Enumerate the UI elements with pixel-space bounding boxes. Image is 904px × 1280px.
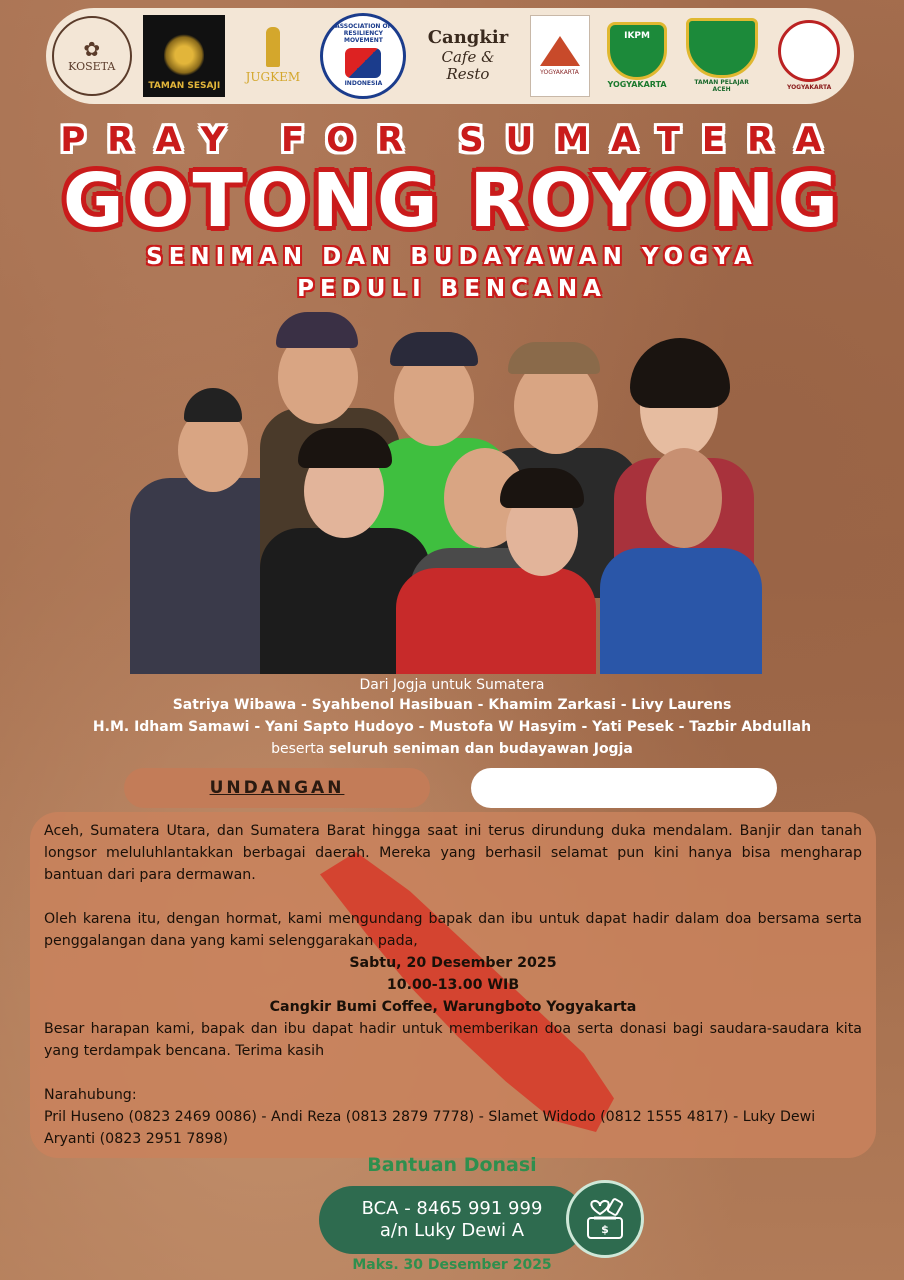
donation-title: Bantuan Donasi — [367, 1154, 537, 1176]
blank-pill — [471, 768, 777, 808]
contact-list: Pril Huseno (0823 2469 0086) - Andi Reza (0813 2879 7778) - Slamet Widodo (0812 1555 4817) - Luky Dewi Aryanti (0823 2951 7898) — [44, 1109, 816, 1147]
bank-account-name: a/n Luky Dewi A — [379, 1220, 525, 1241]
cangkir-cafe-logo: Cangkir Cafe & Resto — [427, 27, 509, 84]
invitation-paragraph-3: Besar harapan kami, bapak dan ibu dapat hadir untuk memberikan doa serta donasi bagi saudara-saudara kita yang terdampak bencana. Terima kasih — [44, 1021, 862, 1059]
university-logo: YOGYAKARTA — [770, 16, 848, 96]
invitation-text — [44, 820, 862, 1150]
pray-headline: PRAY FOR SUMATERA — [60, 120, 844, 160]
invitation-paragraph-2: Oleh karena itu, dengan hormat, kami mengundang bapak dan ibu untuk dapat hadir dalam doa bersama serta penggalangan dana yang kami selenggarakan pada, — [44, 911, 862, 949]
taman-sesaji-logo: TAMAN SESAJI — [143, 15, 225, 97]
beserta-bold: seluruh seniman dan budayawan Jogja — [328, 741, 633, 757]
bank-account-number: BCA - 8465 991 999 — [361, 1198, 543, 1219]
donation-box-icon — [566, 1180, 644, 1258]
main-title: GOTONG ROYONG — [62, 158, 842, 244]
beserta-prefix: beserta — [271, 741, 329, 757]
undangan-label: UNDANGAN — [124, 768, 430, 808]
subtitle-line-2: PEDULI BENCANA — [297, 276, 607, 302]
jugkem-logo: JUGKEM — [237, 16, 309, 96]
donation-deadline: Maks. 30 Desember 2025 — [352, 1257, 552, 1273]
koseta-logo: ✿ KOSETA — [52, 16, 132, 96]
performer-names-line-1: Satriya Wibawa - Syahbenol Hasibuan - Khamim Zarkasi - Livy Laurens — [172, 697, 732, 713]
beserta-line — [0, 741, 904, 757]
event-date: Sabtu, 20 Desember 2025 — [349, 955, 557, 971]
event-time: 10.00-13.00 WIB — [386, 977, 520, 993]
arm-indonesia-logo: ASSOCIATION OF RESILIENCY MOVEMENT INDONESIA — [320, 13, 406, 99]
bank-account-pill — [319, 1186, 585, 1254]
performer-names-line-2: H.M. Idham Samawi - Yani Sapto Hudoyo - Mustofa W Hasyim - Yati Pesek - Tazbir Abdullah — [92, 719, 812, 735]
performer-photo — [600, 448, 762, 674]
invitation-paragraph-1: Aceh, Sumatera Utara, dan Sumatera Barat hingga saat ini terus dirundung duka mendalam. Banjir dan tanah longsor meluluhlantakkan berbagai daerah. Mereka yang berhasil selamat pun kini hanya bisa mengharap bantuan dari para dermawan. — [44, 823, 862, 883]
sponsor-logo-bar — [46, 8, 854, 104]
intro-text: Dari Jogja untuk Sumatera — [359, 677, 545, 693]
ikpm-logo: IKPM YOGYAKARTA — [601, 17, 673, 95]
event-venue: Cangkir Bumi Coffee, Warungboto Yogyakarta — [269, 999, 637, 1015]
performers-group-photo — [130, 308, 762, 674]
invitation-box — [30, 812, 876, 1158]
taman-pelajar-aceh-logo: TAMAN PELAJAR ACEH — [685, 18, 759, 94]
subtitle-line-1: SENIMAN DAN BUDAYAWAN YOGYA — [146, 244, 758, 270]
performer-photo — [396, 468, 596, 674]
svg-text:$: $ — [601, 1223, 609, 1236]
herapi-logo: YOGYAKARTA — [530, 15, 590, 97]
contact-label: Narahubung: — [44, 1087, 137, 1103]
